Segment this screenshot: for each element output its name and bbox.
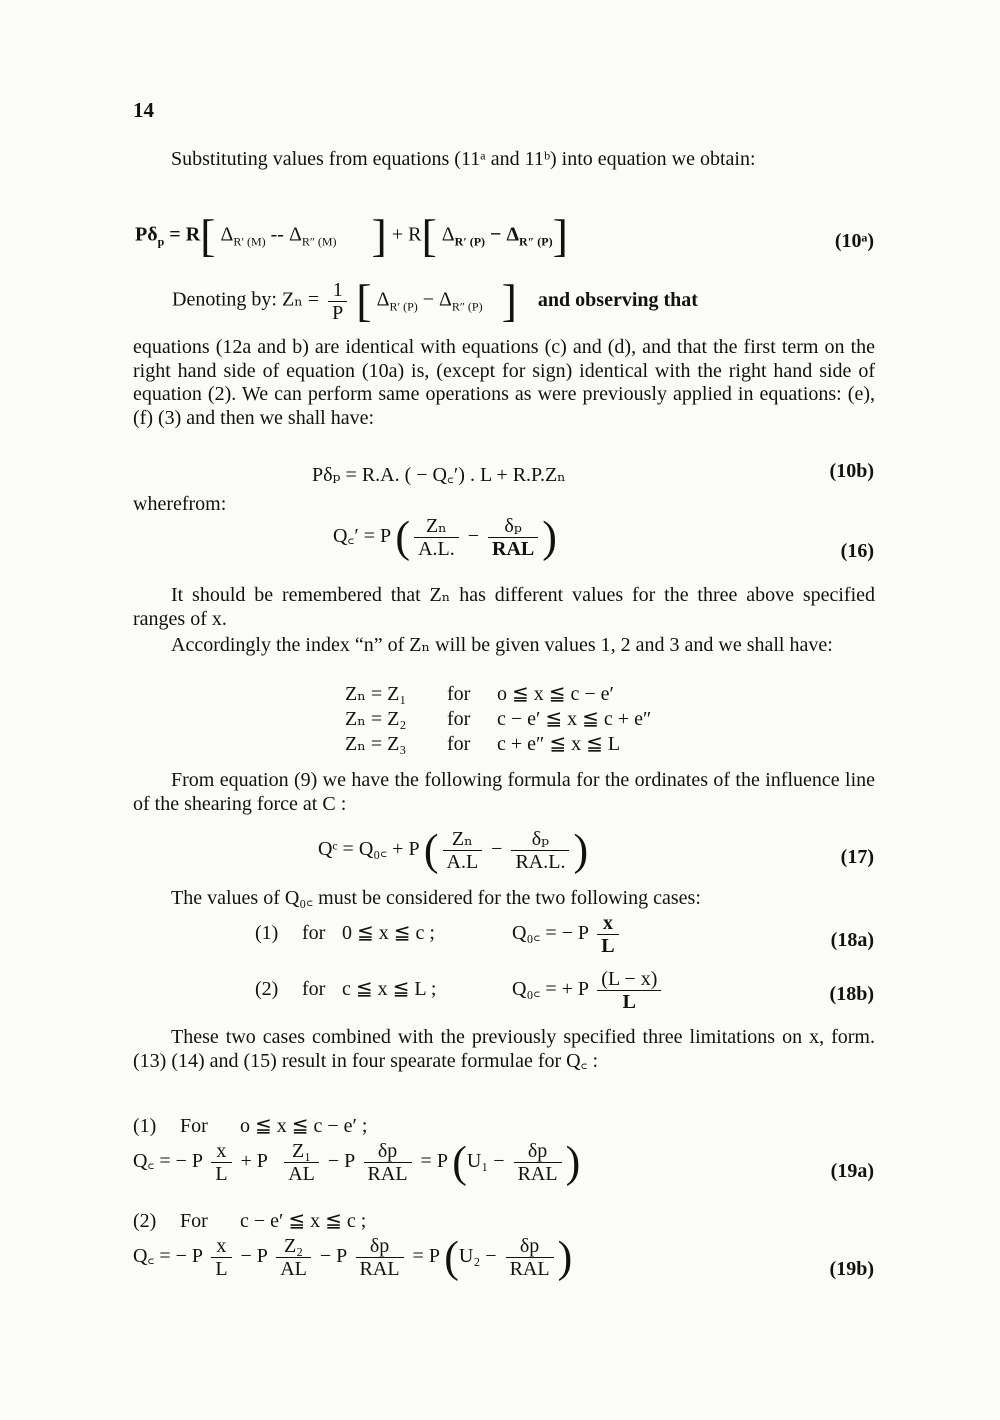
equation-18a-number: (18a) (830, 929, 874, 951)
range-row: Zₙ = Z₂ for c − e′ ≦ x ≦ c + e″ (345, 708, 652, 730)
paragraph-two-cases: These two cases combined with the previously specified three limitations on x, form. (13) (14) and (15) result in four spearate formulae for Q꜀ : (133, 1026, 875, 1072)
range-row: Zₙ = Z₁ for o ≦ x ≦ c − e′ (345, 683, 614, 705)
equation-10b: Pδₚ = R.A. ( − Q꜀′) . L + R.P.Zₙ (312, 464, 566, 486)
equation-18a: (1) for 0 ≦ x ≦ c ; Q₀꜀ = − P $\frac{x}{L}$ (255, 912, 623, 957)
range-row: Zₙ = Z₃ for c + e″ ≦ x ≦ L (345, 733, 621, 755)
equation-19b: Q꜀ = − P $\frac{x}{L}$ − P $\frac{\text{Z₂}}{AL}$ − P $\frac{\delta p}{\text{RAL}}$ = P (U₂ − $\frac{\delta p}{\text{RAL}}$ ) (133, 1232, 573, 1282)
equation-18b-number: (18b) (829, 983, 874, 1005)
paragraph-accordingly: Accordingly the index “n” of Zₙ will be given values 1, 2 and 3 and we shall have: (171, 634, 833, 656)
paragraph-equations-12: equations (12a and b) are identical with equations (c) and (d), and that the first term on the right hand side of equation (10a) is, (except for sign) identical with the right hand side of equation (2). We can perform same operations as were previously applied in equations: (e), (f) (3) and then we shall have: (133, 336, 875, 429)
equation-17: Qᶜ = Q₀꜀ + P ( $\frac{\text{Zₙ}}{A.L}$ − $\frac{\text{δₚ}}{RA.L.}$ ) (318, 825, 589, 875)
equation-19a-number: (19a) (830, 1160, 874, 1182)
page-number: 14 (133, 98, 154, 122)
equation-10a: $P\delta_p = R$[ $\Delta_{R' (M)} -- \Delta_{R'' (M)}$ ] + R[ $\Delta_{R' (P)} - \Delta_{R'' (P)}$] (135, 210, 568, 261)
case-1-heading: (1) For o ≦ x ≦ c − e′ ; (133, 1115, 368, 1137)
case-2-heading: (2) For c − e′ ≦ x ≦ c ; (133, 1210, 367, 1232)
equation-16-number: (16) (840, 540, 874, 562)
paragraph-substituting: Substituting values from equations (11ᵃ and 11ᵇ) into equation we obtain: (171, 148, 756, 170)
equation-10b-number: (10b) (829, 460, 874, 482)
paragraph-values-of-qoc: The values of Q₀꜀ must be considered for the two following cases: (171, 887, 701, 909)
equation-18b: (2) for c ≦ x ≦ L ; Q₀꜀ = + P $\frac{(L - x)}{L}$ (255, 968, 665, 1013)
equation-16: Q꜀′ = P ( $\frac{\text{Zₙ}}{A.L.}$ − $\frac{\text{δₚ}}{\text{RAL}}$ ) (333, 512, 557, 562)
equation-19a: Q꜀ = − P $\frac{x}{L}$ + P $\frac{\text{Z₁}}{AL}$ − P $\frac{\delta p}{\text{RAL}}$ = P (U₁ − $\frac{\delta p}{\text{RAL}}$ ) (133, 1137, 581, 1187)
equation-19b-number: (19b) (829, 1258, 874, 1280)
paragraph-from-equation-9: From equation (9) we have the following formula for the ordinates of the influence line of the shearing force at C : (133, 769, 875, 815)
paragraph-remembered: It should be remembered that Zₙ has different values for the three above specified ranges of x. (133, 584, 875, 630)
equation-17-number: (17) (840, 846, 874, 868)
equation-10a-number: (10ᵃ) (834, 230, 874, 252)
denoting-line: Denoting by: Zₙ = $\frac{1}{P}$ [ $\Delta_{R' (P)} - \Delta_{R'' (P)}$ ] and observing that (172, 275, 698, 326)
wherefrom-label: wherefrom: (133, 493, 227, 515)
